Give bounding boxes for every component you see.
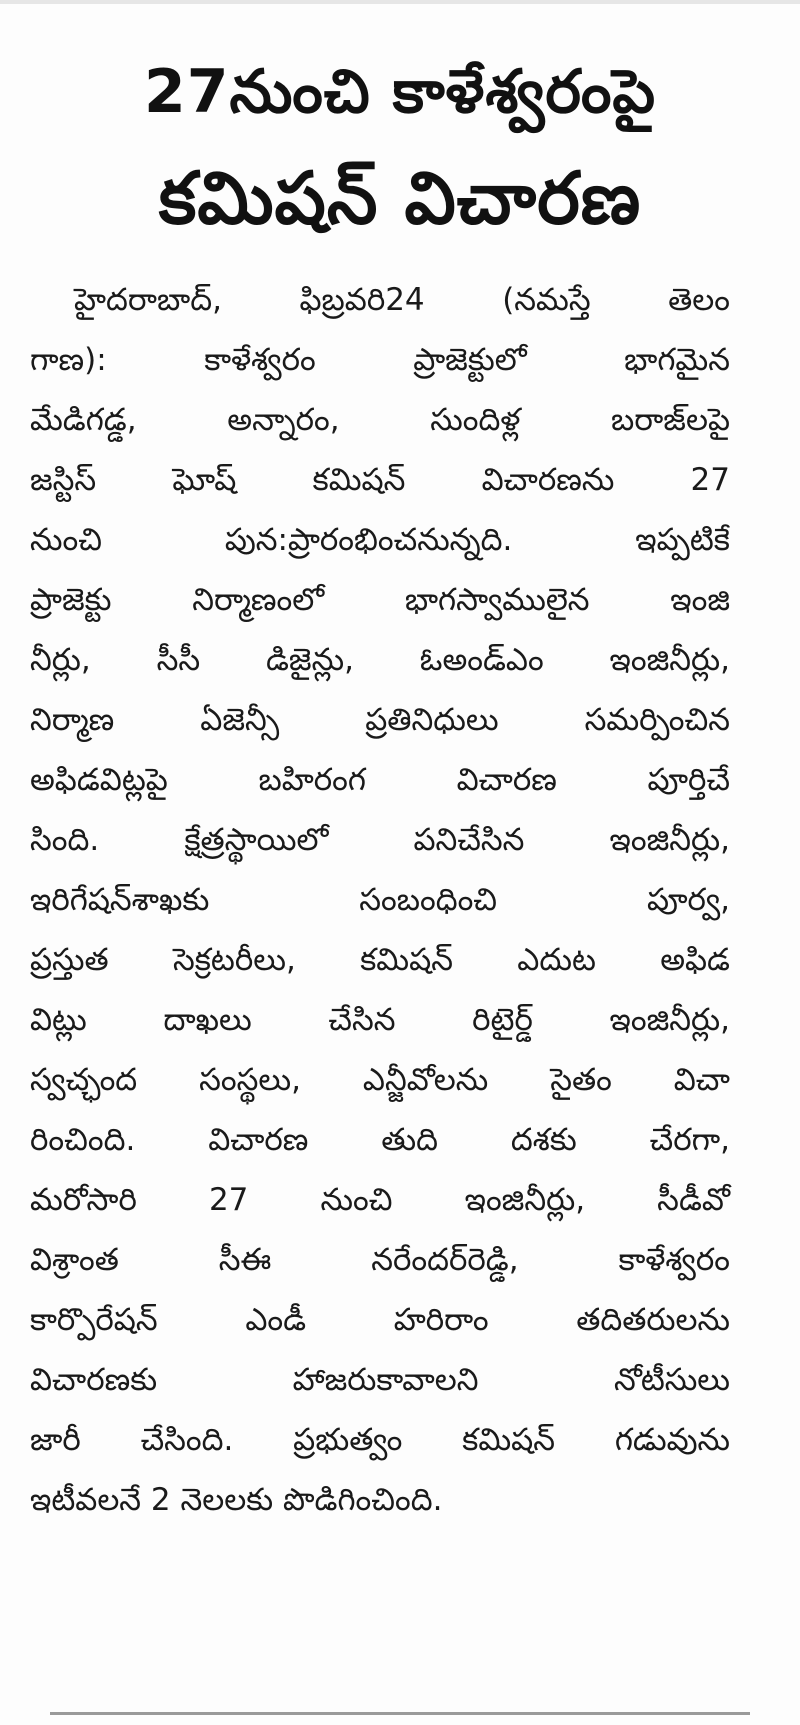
body-line: విట్లు దాఖలు చేసిన రిటైర్డ్ ఇంజినీర్లు, xyxy=(30,1002,730,1038)
body-line: జస్టిస్ ఘోష్ కమిషన్ విచారణను 27 xyxy=(30,462,730,498)
body-line: స్వచ్ఛంద సంస్థలు, ఎన్జీవోలను సైతం విచా xyxy=(30,1062,730,1098)
headline-line-2: కమిషన్ విచారణ xyxy=(158,156,642,240)
top-border xyxy=(0,0,800,4)
body-line: నీర్లు, సీసీ డిజైన్లు, ఓఅండ్ఎం ఇంజినీర్లు, xyxy=(30,642,730,678)
body-line: సింది. క్షేత్రస్థాయిలో పనిచేసిన ఇంజినీర్లు, xyxy=(30,822,730,858)
body-line: జారీ చేసింది. ప్రభుత్వం కమిషన్ గడువును xyxy=(30,1422,730,1458)
headline-line-1: 27నుంచి కాళేశ్వరంపై xyxy=(143,57,657,127)
body-line: ప్రస్తుత సెక్రటరీలు, కమిషన్ ఎదుట అఫిడ xyxy=(30,942,730,978)
bottom-divider xyxy=(50,1712,750,1715)
body-line: ప్రాజెక్టు నిర్మాణంలో భాగస్వాములైన ఇంజి xyxy=(30,582,730,618)
body-line: ఇటీవలనే 2 నెలలకు పొడిగించింది. xyxy=(30,1482,443,1518)
article-body xyxy=(30,270,730,1530)
body-line: నుంచి పున:ప్రారంభించనున్నది. ఇప్పటికే xyxy=(30,522,730,558)
body-line: మరోసారి 27 నుంచి ఇంజినీర్లు, సీడీవో xyxy=(30,1182,730,1218)
body-line: విచారణకు హాజరుకావాలని నోటీసులు xyxy=(30,1362,730,1398)
body-line: గాణ): కాళేశ్వరం ప్రాజెక్టులో భాగమైన xyxy=(30,342,730,378)
body-line: విశ్రాంత సీఈ నరేందర్‌రెడ్డి, కాళేశ్వరం xyxy=(30,1242,730,1278)
body-line: కార్పొరేషన్ ఎండీ హరిరాం తదితరులను xyxy=(30,1302,730,1338)
body-line: ఇరిగేషన్‌శాఖకు సంబంధించి పూర్వ, xyxy=(30,882,730,918)
body-line: హైదరాబాద్, ఫిబ్రవరి24 (నమస్తే తెలం xyxy=(74,282,730,318)
body-line: అఫిడవిట్లపై బహిరంగ విచారణ పూర్తిచే xyxy=(30,762,730,798)
body-line: రించింది. విచారణ తుది దశకు చేరగా, xyxy=(30,1122,730,1158)
body-line: నిర్మాణ ఏజెన్సీ ప్రతినిధులు సమర్పించిన xyxy=(30,702,730,738)
body-line: మేడిగడ్డ, అన్నారం, సుందిళ్ల బరాజ్‌లపై xyxy=(30,402,730,438)
